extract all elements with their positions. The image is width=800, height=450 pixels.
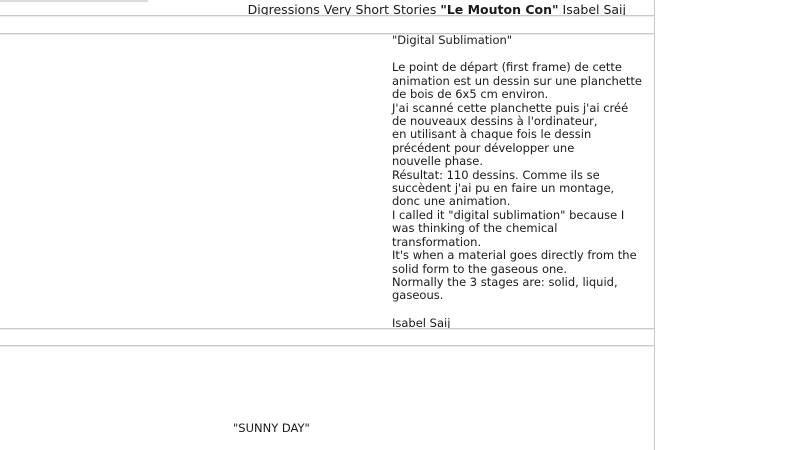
next-story-title: "SUNNY DAY" <box>233 421 310 435</box>
header-prefix: Digressions Very Short Stories <box>247 2 441 17</box>
story-line: solid form to the gaseous one. <box>392 261 568 276</box>
story-line: was thinking of the chemical <box>392 221 558 236</box>
story-line: J'ai scanné cette planchette puis j'ai créé <box>392 100 629 115</box>
story-body <box>392 61 642 302</box>
story-line: en utilisant à chaque fois le dessin <box>392 127 592 142</box>
story-line: transformation. <box>392 234 482 249</box>
story-line: précédent pour développer une <box>392 140 575 155</box>
story-line: succèdent j'ai pu en faire un montage, <box>392 181 615 196</box>
story-line: de nouveaux dessins à l'ordinateur, <box>392 114 598 129</box>
story-block <box>392 34 642 330</box>
divider-3 <box>0 328 655 330</box>
header-author: Isabel Saij <box>558 2 626 17</box>
story-title: "Digital Sublimation" <box>392 33 513 47</box>
story-line: donc une animation. <box>392 194 511 209</box>
story-line: de bois de 6x5 cm environ. <box>392 87 549 102</box>
book-title: "Le Mouton Con" <box>440 2 559 17</box>
story-line: nouvelle phase. <box>392 154 483 169</box>
story-line: Le point de départ (first frame) de cette <box>392 60 622 75</box>
story-line: Résultat: 110 dessins. Comme ils se <box>392 167 600 182</box>
story-author: Isabel Saij <box>392 315 451 330</box>
story-line: animation est un dessin sur une planchette <box>392 73 643 88</box>
divider-4 <box>0 345 655 347</box>
top-divider <box>0 0 148 2</box>
story-line: It's when a material goes directly from the <box>392 248 637 263</box>
divider-1 <box>0 15 655 17</box>
story-line: Normally the 3 stages are: solid, liquid, <box>392 274 618 289</box>
story-line: I called it "digital sublimation" because I <box>392 207 625 222</box>
story-line: gaseous. <box>392 288 444 303</box>
